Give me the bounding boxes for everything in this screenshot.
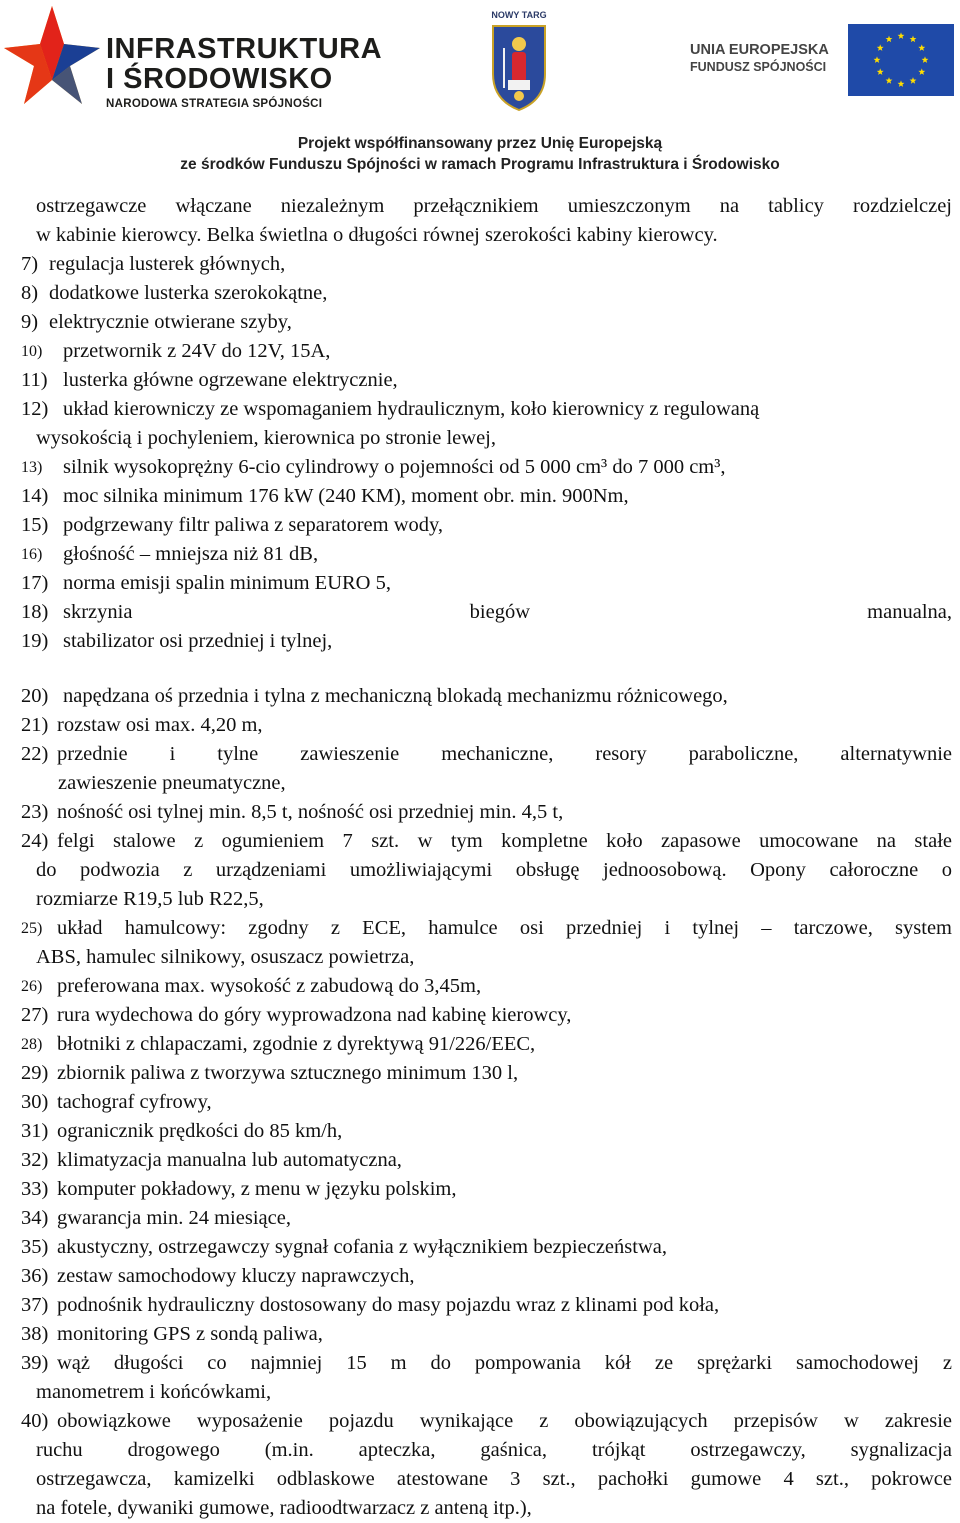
list-item-text: monitoring GPS z sondą paliwa, xyxy=(57,1323,323,1346)
list-item-text: klimatyzacja manualna lub automatyczna, xyxy=(57,1149,402,1172)
project-cofinancing-line1: Projekt współfinansowany przez Unię Europejską xyxy=(297,135,663,152)
eu-logo-line2: FUNDUSZ SPÓJNOŚCI xyxy=(690,60,827,74)
list-item-text: regulacja lusterek głównych, xyxy=(49,253,286,275)
list-item-text: nośność osi tylnej min. 8,5 t, nośność osi przedniej min. 4,5 t, xyxy=(57,801,564,824)
list-item-text: układ kierowniczy ze wspomaganiem hydraulicznym, koło kierownicy z regulowaną xyxy=(63,398,760,420)
list-item-number: 25) xyxy=(21,920,43,938)
logo-title-line1: INFRASTRUKTURA xyxy=(106,33,383,65)
list-item-number: 33) xyxy=(21,1178,49,1201)
list-item-text: błotniki z chlapaczami, zgodnie z dyrektywą 91/226/EEC, xyxy=(57,1033,536,1056)
list-item-number: 23) xyxy=(21,801,49,824)
list-item-number: 11) xyxy=(21,369,48,391)
list-item-text: manometrem i końcówkami, xyxy=(36,1381,272,1404)
list-item-text: ABS, hamulec silnikowy, osuszacz powietrza, xyxy=(36,946,415,969)
list-item-text: lusterka główne ogrzewane elektrycznie, xyxy=(63,369,398,391)
list-item-text: do podwozia z urządzeniami umożliwiającymi obsługę jednoosobową. Opony całoroczne o xyxy=(36,859,952,882)
list-item-number: 39) xyxy=(21,1352,49,1375)
infrastruktura-srodowisko-logo xyxy=(4,4,383,116)
list-item-text: zawieszenie pneumatyczne, xyxy=(58,772,286,795)
list-item-number: 28) xyxy=(21,1036,43,1054)
project-cofinancing-line2: ze środków Funduszu Spójności w ramach Programu Infrastruktura i Środowisko xyxy=(180,156,780,173)
list-item-text: obowiązkowe wyposażenie pojazdu wynikające z obowiązujących przepisów w zakresie xyxy=(57,1410,952,1433)
list-item-text: stabilizator osi przedniej i tylnej, xyxy=(63,630,333,652)
list-item-number: 32) xyxy=(21,1149,49,1172)
list-item-text: wysokością i pochyleniem, kierownica po stronie lewej, xyxy=(36,427,496,449)
coat-of-arms-icon xyxy=(490,22,548,112)
list-item-text: rozstaw osi max. 4,20 m, xyxy=(57,714,263,737)
list-item-text: elektrycznie otwierane szyby, xyxy=(49,311,292,333)
list-item-number: 21) xyxy=(21,714,49,737)
list-item-number: 10) xyxy=(21,343,43,360)
list-item-number: 20) xyxy=(21,685,49,708)
list-item-text: rura wydechowa do góry wyprowadzona nad kabinę kierowcy, xyxy=(57,1004,572,1027)
list-item-text: dodatkowe lusterka szerokokątne, xyxy=(49,282,328,304)
list-item-number: 27) xyxy=(21,1004,49,1027)
list-item-text: podnośnik hydrauliczny dostosowany do masy pojazdu wraz z klinami pod koła, xyxy=(57,1294,720,1317)
list-item-text: rozmiarze R19,5 lub R22,5, xyxy=(36,888,264,911)
list-item-number: 34) xyxy=(21,1207,49,1230)
list-item-number: 9) xyxy=(21,311,39,333)
list-item-text: zbiornik paliwa z tworzywa sztucznego minimum 130 l, xyxy=(57,1062,519,1085)
list-item-number: 19) xyxy=(21,630,49,652)
star-logo-icon xyxy=(4,4,100,116)
list-item-text: komputer pokładowy, z menu w języku polskim, xyxy=(57,1178,457,1201)
list-item-number: 29) xyxy=(21,1062,49,1085)
list-item-number: 40) xyxy=(21,1410,49,1433)
list-item-text: preferowana max. wysokość z zabudową do 3,45m, xyxy=(57,975,482,998)
list-item-text: moc silnika minimum 176 kW (240 KM), moment obr. min. 900Nm, xyxy=(63,485,629,507)
list-item-text: ruchu drogowego (m.in. apteczka, gaśnica, trójkąt ostrzegawczy, sygnalizacja xyxy=(36,1439,952,1462)
list-item-text: podgrzewany filtr paliwa z separatorem wody, xyxy=(63,514,444,536)
list-item-text: napędzana oś przednia i tylna z mechaniczną blokadą mechanizmu różnicowego, xyxy=(63,685,728,708)
list-item-text: gwarancja min. 24 miesiące, xyxy=(57,1207,291,1230)
list-item-number: 7) xyxy=(21,253,39,275)
crest-label: NOWY TARG xyxy=(491,10,547,20)
list-item-number: 31) xyxy=(21,1120,49,1143)
list-item-number: 36) xyxy=(21,1265,49,1288)
eu-flag-icon xyxy=(848,24,954,96)
list-item-number: 35) xyxy=(21,1236,49,1259)
list-item-text: wąż długości co najmniej 15 m do pompowania kół ze sprężarki samochodowej z xyxy=(57,1352,952,1375)
list-item-number: 16) xyxy=(21,546,43,563)
list-item-number: 22) xyxy=(21,743,49,766)
list-item-number: 24) xyxy=(21,830,49,853)
list-item-text: przetwornik z 24V do 12V, 15A, xyxy=(63,340,331,362)
list-item-text: przednie i tylne zawieszenie mechaniczne, resory paraboliczne, alternatywnie xyxy=(57,743,952,766)
list-item-number: 38) xyxy=(21,1323,49,1346)
page-header xyxy=(0,0,960,185)
list-item-text: silnik wysokoprężny 6-cio cylindrowy o pojemności od 5 000 cm³ do 7 000 cm³, xyxy=(63,456,726,478)
list-item-text: skrzynia biegów manualna, xyxy=(63,601,952,623)
list-item-text: norma emisji spalin minimum EURO 5, xyxy=(63,572,391,594)
list-item-number: 17) xyxy=(21,572,49,594)
logo-subtitle: NARODOWA STRATEGIA SPÓJNOŚCI xyxy=(106,98,323,110)
list-item-number: 26) xyxy=(21,978,43,996)
list-item-number: 13) xyxy=(21,459,43,476)
list-item-text: układ hamulcowy: zgodny z ECE, hamulce osi przedniej i tylnej – tarczowe, system xyxy=(57,917,952,940)
continuation-text-2: w kabinie kierowcy. Belka świetlna o długości równej szerokości kabiny kierowcy. xyxy=(36,224,718,246)
continuation-text-1: ostrzegawcze włączane niezależnym przełącznikiem umieszczonym na tablicy rozdzielczej xyxy=(36,195,952,217)
list-item-text: ostrzegawcza, kamizelki odblaskowe atestowane 3 szt., pachołki gumowe 4 szt., pokrowce xyxy=(36,1468,952,1491)
nowy-targ-crest xyxy=(488,10,550,114)
list-item-number: 14) xyxy=(21,485,49,507)
list-item-number: 18) xyxy=(21,601,49,623)
list-item-text: głośność – mniejsza niż 81 dB, xyxy=(63,543,319,565)
list-item-text: na fotele, dywaniki gumowe, radioodtwarzacz z anteną itp.), xyxy=(36,1497,532,1520)
list-item-number: 15) xyxy=(21,514,49,536)
list-item-text: tachograf cyfrowy, xyxy=(57,1091,212,1114)
list-item-text: felgi stalowe z ogumieniem 7 szt. w tym kompletne koło zapasowe umocowane na stałe xyxy=(57,830,952,853)
list-item-text: zestaw samochodowy kluczy naprawczych, xyxy=(57,1265,415,1288)
list-item-number: 37) xyxy=(21,1294,49,1317)
list-item-text: akustyczny, ostrzegawczy sygnał cofania z wyłącznikiem bezpieczeństwa, xyxy=(57,1236,667,1259)
eu-logo-line1: UNIA EUROPEJSKA xyxy=(690,42,829,58)
logo-title-line2: I ŚRODOWISKO xyxy=(106,63,333,95)
list-item-number: 30) xyxy=(21,1091,49,1114)
list-item-number: 12) xyxy=(21,398,49,420)
list-item-number: 8) xyxy=(21,282,39,304)
list-item-text: ogranicznik prędkości do 85 km/h, xyxy=(57,1120,343,1143)
